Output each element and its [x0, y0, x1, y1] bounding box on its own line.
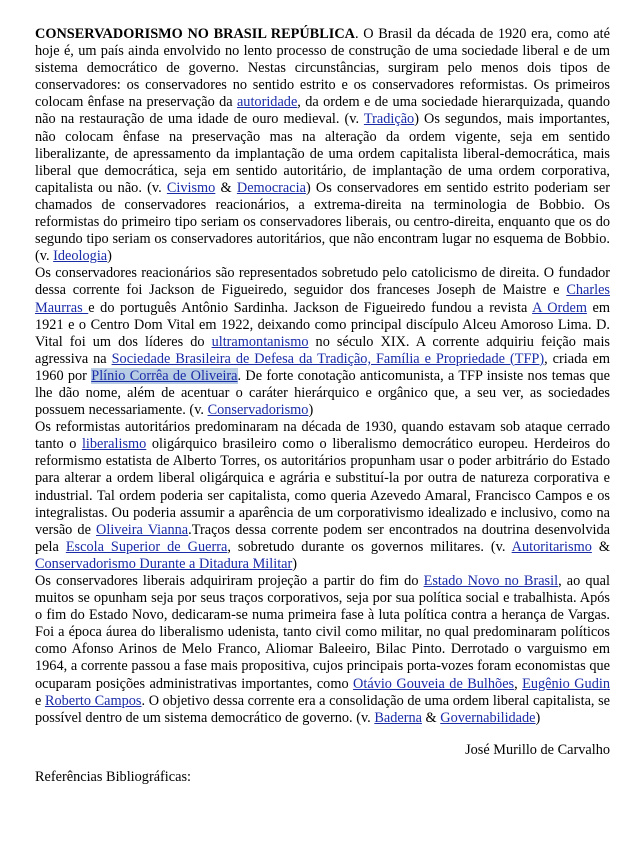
link-conservadorismo-ditadura-militar[interactable]: Conservadorismo Durante a Ditadura Militar	[35, 555, 293, 572]
link-baderna[interactable]: Baderna	[374, 709, 422, 726]
article-paragraph	[35, 573, 610, 727]
article-paragraph	[35, 419, 610, 573]
article-body	[35, 26, 610, 727]
paragraph-text: , ao qual muitos se opunham seja por seus traços corporativos, seja por sua política social e trabalhista. Após o fim do Estado Novo, dedicaram-se numa primeira fase à luta política contra a herança de Vargas. Foi a época áurea do liberalismo udenista, tanto civil como militar, no qual predominaram políticos como Afonso Arinos de Melo Franco, Aliomar Baleeiro, Bilac Pinto. Derrotado o varguismo em 1964, a corrente passou a fase mais propositiva, cujos principais porta-vozes foram economistas que ocuparam posições administrativas importantes, como	[35, 573, 610, 692]
link-ideologia[interactable]: Ideologia	[53, 248, 108, 265]
link-escola-superior-de-guerra[interactable]: Escola Superior de Guerra	[65, 538, 228, 555]
article-paragraph	[35, 26, 610, 265]
link-ultramontanismo[interactable]: ultramontanismo	[211, 333, 309, 350]
link-otavio-gouveia-de-bulhoes[interactable]: Otávio Gouveia de Bulhões	[353, 675, 515, 692]
link-tfp[interactable]: Sociedade Brasileira de Defesa da Tradição, Família e Propriedade (TFP)	[111, 350, 545, 367]
author-signature: José Murillo de Carvalho	[465, 741, 610, 758]
link-conservadorismo[interactable]: Conservadorismo	[207, 402, 309, 419]
link-liberalismo[interactable]: liberalismo	[81, 436, 147, 453]
references-heading: Referências Bibliográficas:	[35, 768, 192, 785]
link-autoritarismo[interactable]: Autoritarismo	[511, 538, 592, 555]
article-paragraph	[35, 265, 610, 419]
paragraph-text: , da ordem e de uma sociedade hierarquizada, quando não na restauração de uma idade de ouro medieval. (v.	[35, 94, 610, 128]
paragraph-text: &	[215, 179, 237, 196]
paragraph-text: , criada em 1960 por	[35, 350, 611, 384]
link-a-ordem[interactable]: A Ordem	[532, 299, 587, 316]
paragraph-text: e	[35, 692, 45, 709]
link-oliveira-vianna[interactable]: Oliveira Vianna	[96, 521, 189, 538]
link-tradicao[interactable]: Tradição	[363, 111, 415, 128]
paragraph-text: ,	[514, 675, 523, 692]
link-estado-novo[interactable]: Estado Novo no Brasil	[423, 573, 559, 589]
paragraph-text: &	[421, 709, 441, 726]
paragraph-text: ) Os segundos, mais importantes, não colocam ênfase na preservação mas na alteração da ordem vigente, seja em sentido liberalizante, de apressamento da implantação de uma ordem capitalista liberal-democrática, mais liberal que democrática, seja em sentido autoritário, de implantação de uma ordem corporativa, capitalista ou não. (v.	[35, 111, 610, 196]
paragraph-text: Os conservadores reacionários são representados sobretudo pelo catolicismo de direita. O fundador dessa corrente foi Jackson de Figueiredo, seguidor dos franceses Joseph de Maistre e	[35, 265, 610, 299]
paragraph-text: . De forte conotação anticomunista, a TFP insiste nos temas que lhe dão nome, além de acentuar o caráter hierárquico e orgânico que, a seu ver, as sociedades possuem necessariamente. (v.	[35, 367, 610, 419]
link-governabilidade[interactable]: Governabilidade	[440, 709, 536, 726]
paragraph-text: Os reformistas autoritários predominaram na década de 1930, quando estavam sob ataque cerrado tanto o	[35, 419, 610, 453]
paragraph-text: oligárquico brasileiro como o liberalismo democrático europeu. Herdeiros do reformismo estatista de Alberto Torres, os autoritários propunham usar o poder arbitrário do Estado para alterar a ordem liberal oligárquica e agrária e substituí-la por outra de natureza corporativa e industrial. Tal ordem poderia ser capitalista, como queria Azevedo Amaral, Francisco Campos e os integralistas. Ou poderia assumir a aparência de um corporativismo idealizado e inclusivo, como na versão de	[35, 436, 610, 538]
paragraph-text: , sobretudo durante os governos militares. (v.	[227, 538, 512, 555]
link-charles-maurras[interactable]: Charles Maurras	[35, 282, 610, 316]
paragraph-text: )	[292, 555, 298, 572]
paragraph-text: )	[107, 248, 112, 265]
paragraph-text: )	[535, 709, 541, 726]
link-civismo[interactable]: Civismo	[166, 179, 216, 196]
link-autoridade[interactable]: autoridade	[236, 94, 298, 111]
paragraph-text: . O objetivo dessa corrente era a consolidação de uma ordem liberal capitalista, se possível dentro de um sistema democrático de governo. (v.	[35, 692, 611, 726]
link-eugenio-gudin[interactable]: Eugênio Gudin	[522, 675, 610, 692]
link-democracia[interactable]: Democracia	[236, 179, 306, 196]
paragraph-text: )	[308, 402, 314, 419]
paragraph-text: ) Os conservadores em sentido estrito poderiam ser chamados de conservadores reacionários, a extrema-direita na terminologia de Bobbio. Os reformistas do primeiro tipo seriam os conservadores liberais, ou centro-direita, enquanto que os do segundo tipo seriam os conservadores autoritários, que não encontram lugar no esquema de Bobbio. (v.	[35, 179, 610, 265]
paragraph-text: &	[591, 538, 610, 555]
paragraph-text: em 1921 e o Centro Dom Vital em 1922, deixando como principal discípulo Alceu Amoroso Lima. D. Vital foi um dos líderes do	[35, 299, 610, 350]
paragraph-text: Os conservadores liberais adquiriram projeção a partir do fim do	[35, 573, 424, 589]
paragraph-text: . O Brasil da década de 1920 era, como até hoje é, um país ainda envolvido no lento processo de construção de uma sociedade liberal e de um sistema democrático de governo. Nestas circunstâncias, surgiram pelo menos dois tipos de conservadores: os conservadores no sentido estrito e os conservadores reformistas. Os primeiros colocam ênfase na preservação da	[35, 26, 610, 111]
link-roberto-campos[interactable]: Roberto Campos	[44, 692, 142, 709]
paragraph-text: no século XIX. A corrente adquiriu feição mais agressiva na	[35, 333, 610, 367]
article-title: CONSERVADORISMO NO BRASIL REPÚBLICA	[35, 26, 355, 42]
paragraph-text: e do português Antônio Sardinha. Jackson de Figueiredo fundou a revista	[88, 299, 533, 316]
link-plinio-correa-de-oliveira[interactable]: Plínio Corrêa de Oliveira	[91, 367, 238, 384]
paragraph-text: .Traços dessa corrente podem ser encontrados na doutrina desenvolvida pela	[35, 521, 610, 555]
